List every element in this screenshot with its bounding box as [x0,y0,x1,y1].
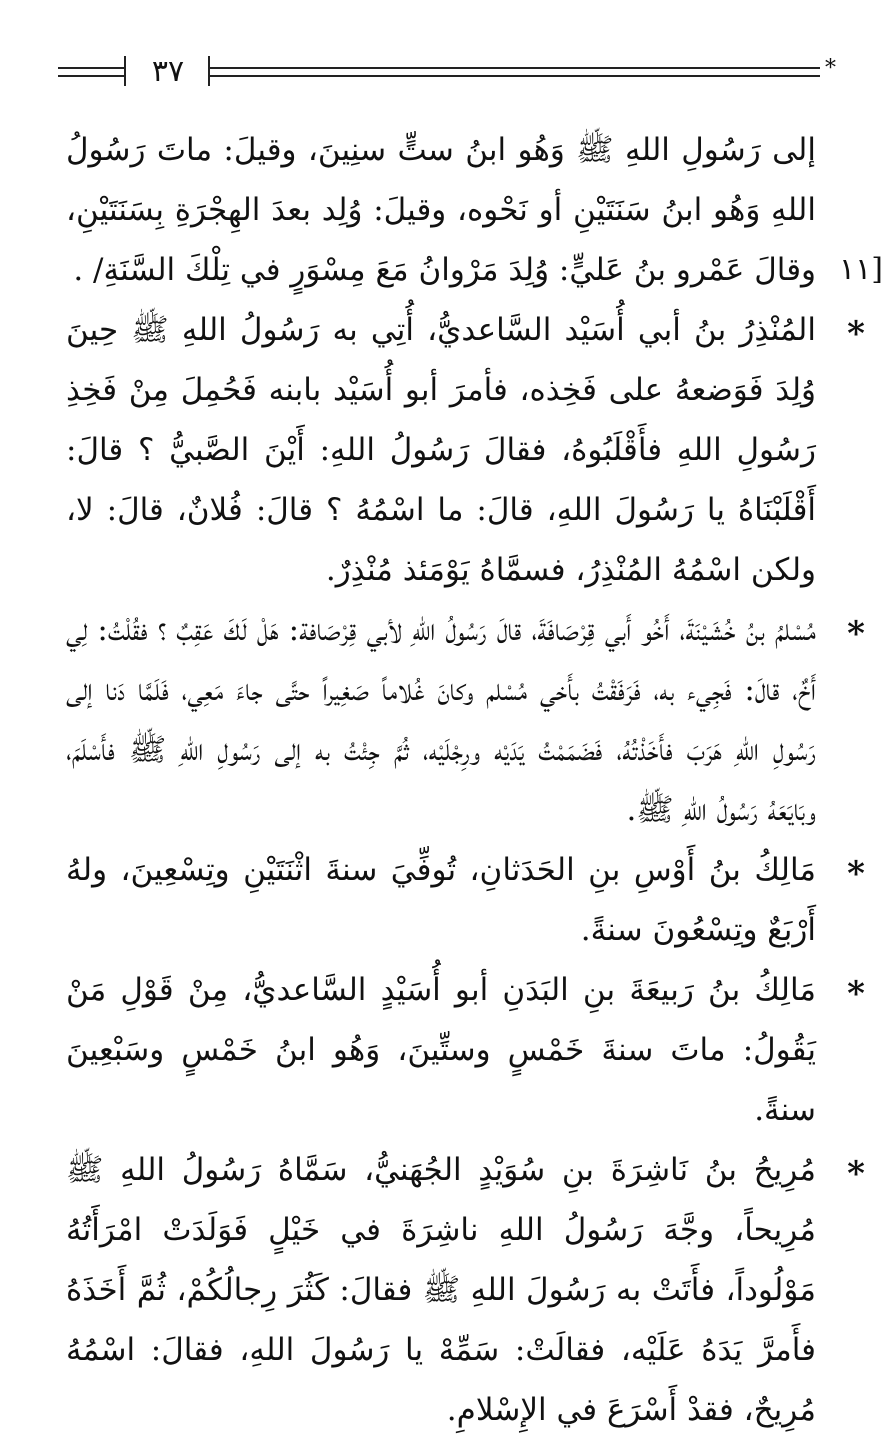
asterisk-bullet: * [847,614,865,654]
asterisk-bullet: * [847,974,865,1014]
paragraph-text: مُرِيحُ بنُ نَاشِرَةَ بنِ سُوَيْدٍ الجُهَنيُّ، سَمَّاهُ رَسُولُ اللهِ ﷺ مُرِيحاً، وجَّهَ رَسُولُ اللهِ ناشِرَةَ في خَيْلٍ فَوَلَدَتْ امْرَأَتُهُ مَوْلُوداً، فأَتَتْ به رَسُولَ اللهِ ﷺ فقالَ: كَثُرَ رِجالُكُمْ، ثُمَّ أَخَذَهُ فأَمرَّ يَدَهُ عَلَيْه، فقالَتْ: سَمِّهْ يا رَسُولَ اللهِ، فقالَ: اسْمُهُ مُرِيحٌ، فقدْ أَسْرَعَ في الإِسْلامِ. [66,1152,816,1428]
page-number: ٣٧ [151,54,185,89]
entry-malik-bin-rabia [66,960,865,1140]
paragraph-text: مُسْلمُ بنُ خُشَيْنَةَ، أَخُو أَبي قِرْصَافَةَ، قالَ رَسُولُ اللهِ لأبي قِرْصَافة: هَلْ لَكَ عَقِبٌ ؟ فقُلْتُ: لِي أَخٌ، قالَ: فَجِيء به، فَرَفَقْتُ بأَخي مُسْلم وكانَ غُلاماً صَغِيراً حتَّى جاءَ مَعِي، فَلَمَّا دَنا إلى رَسُولِ اللهِ هَرَبَ فأَخَذْتُهُ، فَضَمَمْتُ يَدَيْه ورِجْلَيْه، ثُمَّ جِئْتُ به إلى رَسُولِ اللهِ ﷺ فأَسْلَمَ، وبَايَعَهُ رَسُولُ اللهِ ﷺ. [66,612,816,828]
entry-al-mundhir [66,300,865,600]
asterisk-bullet: * [847,854,865,894]
entry-muslim-bin-khushayna [66,600,865,840]
asterisk-bullet: * [847,1154,865,1194]
asterisk-bullet: * [847,314,865,354]
entry-malik-bin-aws [66,840,865,960]
header-star-mark: * [825,56,836,81]
entry-murih-bin-nashira [66,1140,865,1440]
margin-note: ١١] [839,252,883,287]
header-rule-left [58,67,124,77]
paragraph-continuation [66,120,816,300]
paragraph-text: إلى رَسُولِ اللهِ ﷺ وَهُو ابنُ ستٍّ سنِينَ، وقيلَ: ماتَ رَسُولُ اللهِ وَهُو ابنُ سَنَتَيْنِ أو نَحْوه، وقيلَ: وُلِد بعدَ الهِجْرَةِ بِسَنَتَيْنِ، وقالَ عَمْرو بنُ عَليٍّ: وُلِدَ مَرْوانُ مَعَ مِسْوَرٍ في تِلْكَ السَّنَةِ/ . [66,132,816,288]
header-rule-right [208,67,820,77]
paragraph-text: المُنْذِرُ بنُ أبي أُسَيْد السَّاعديُّ، أُتِي به رَسُولُ اللهِ ﷺ حِينَ وُلِدَ فَوَضعهُ على فَخِذه، فأمرَ أبو أُسَيْد بابنه فَحُمِلَ مِنْ فَخِذِ رَسُولِ اللهِ فأَقْلَبُوهُ، فقالَ رَسُولُ اللهِ: أَيْنَ الصَّبيُّ ؟ قالَ: أَقْلَبْنَاهُ يا رَسُولَ اللهِ، قالَ: ما اسْمُهُ ؟ قالَ: فُلانٌ، قالَ: لا، ولكن اسْمُهُ المُنْذِرُ، فسمَّاهُ يَوْمَئذ مُنْذِرٌ. [66,312,816,588]
paragraph-text: مَالِكُ بنُ أَوْسِ بنِ الحَدَثانِ، تُوفِّيَ سنةَ اثْنَتَيْنِ وتِسْعِينَ، ولهُ أَرْبَعٌ وتِسْعُونَ سنةً. [66,852,816,948]
page-header [58,52,836,96]
paragraph-text: مَالِكُ بنُ رَبيعَةَ بنِ البَدَنِ أبو أُسَيْدٍ السَّاعديُّ، مِنْ قَوْلِ مَنْ يَقُولُ: ماتَ سنةَ خَمْسٍ وستِّينَ، وَهُو ابنُ خَمْسٍ وسَبْعِينَ سنةً. [66,972,816,1128]
header-tick-left [124,56,126,86]
